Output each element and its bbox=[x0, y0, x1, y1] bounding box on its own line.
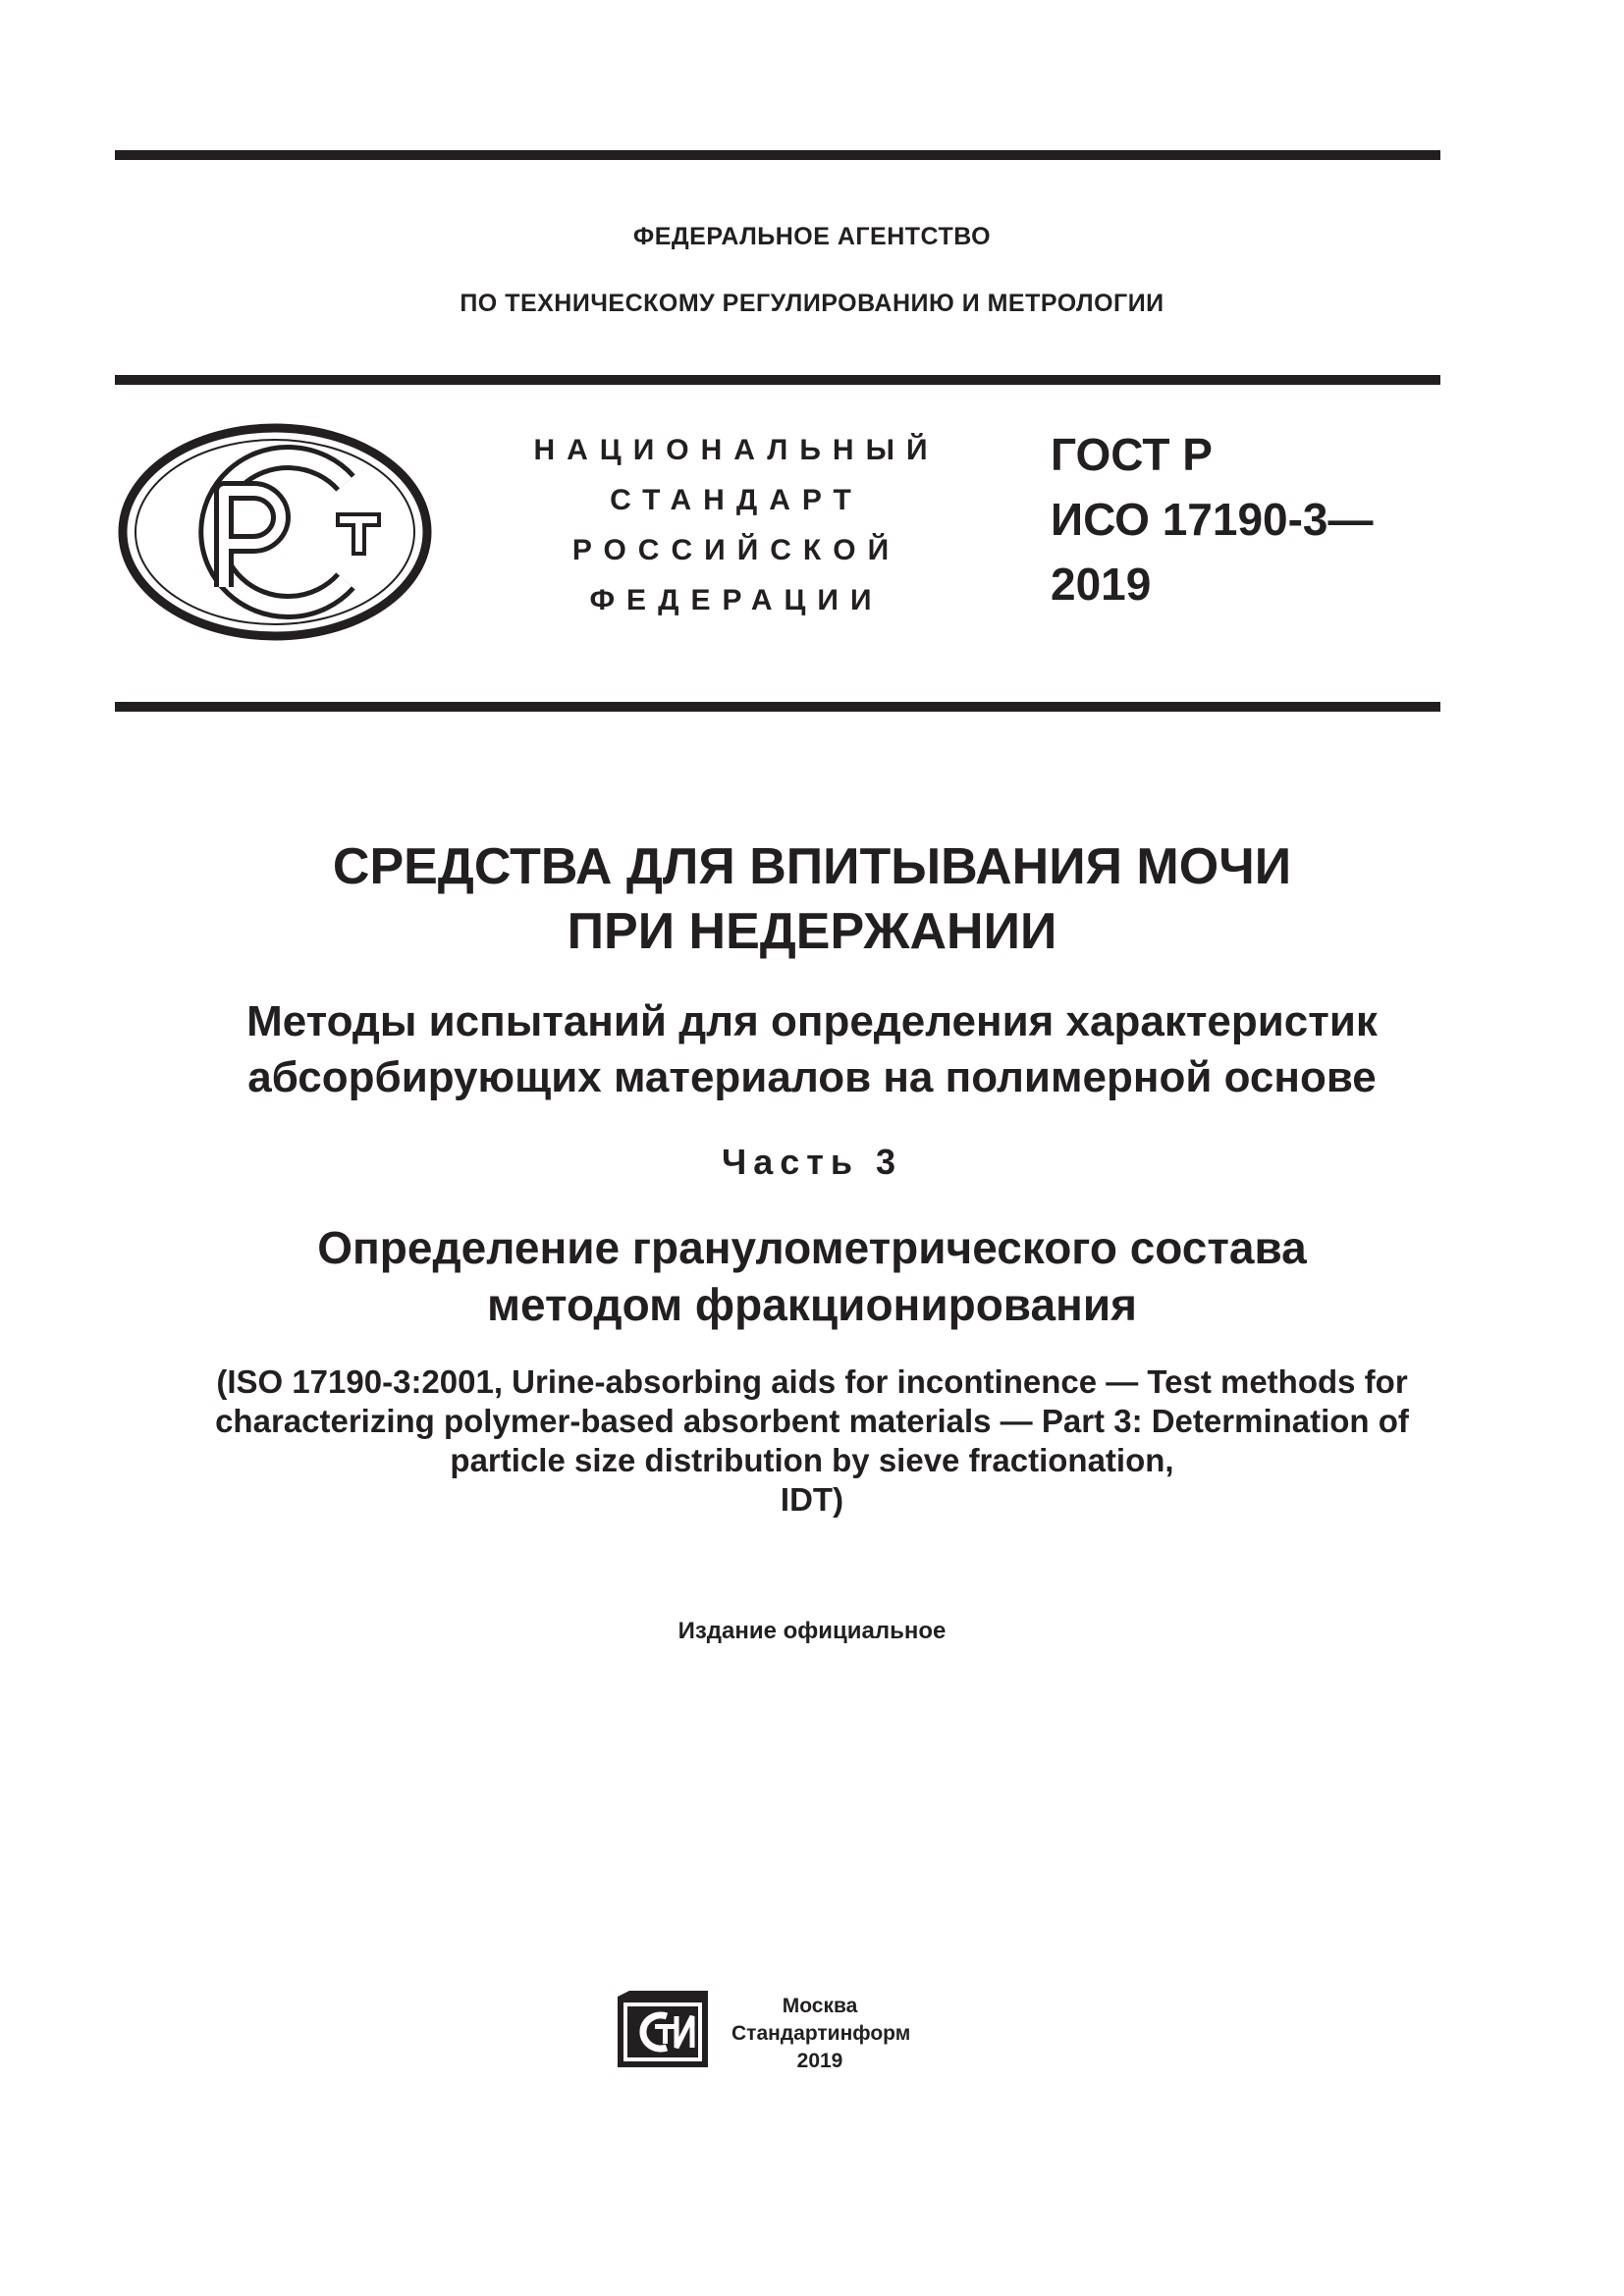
national-line-4: ФЕДЕРАЦИИ bbox=[589, 584, 884, 616]
document-title bbox=[0, 834, 1624, 964]
header-rule-top bbox=[115, 375, 1440, 385]
rst-certification-logo-icon bbox=[118, 422, 432, 643]
national-standard-label bbox=[511, 425, 962, 625]
part-title bbox=[0, 1219, 1624, 1333]
part-number: Часть 3 bbox=[721, 1142, 903, 1182]
gost-line-3: 2019 bbox=[1051, 559, 1152, 610]
national-line-1: НАЦИОНАЛЬНЫЙ bbox=[533, 434, 940, 466]
iso-line-2: characterizing polymer-based absorbent materials — Part 3: Determination of bbox=[215, 1403, 1409, 1439]
agency-line-1: ФЕДЕРАЛЬНОЕ АГЕНТСТВО bbox=[632, 223, 992, 250]
header-rule-bottom bbox=[115, 702, 1440, 712]
national-line-2: СТАНДАРТ bbox=[610, 484, 863, 516]
part-title-line-1: Определение гранулометрического состава bbox=[317, 1222, 1307, 1273]
iso-line-4: IDT) bbox=[780, 1481, 844, 1518]
publisher-name: Стандартинформ bbox=[731, 2022, 911, 2045]
agency-line-2: ПО ТЕХНИЧЕСКОМУ РЕГУЛИРОВАНИЮ И МЕТРОЛОГИИ bbox=[460, 290, 1164, 317]
part-title-line-2: методом фракционирования bbox=[487, 1279, 1137, 1330]
standard-number bbox=[1051, 422, 1374, 616]
edition-label: Издание официальное bbox=[677, 1618, 947, 1644]
document-subtitle bbox=[0, 993, 1624, 1105]
standartinform-logo-icon bbox=[616, 1991, 710, 2069]
title-line-1: СРЕДСТВА ДЛЯ ВПИТЫВАНИЯ МОЧИ bbox=[332, 838, 1292, 895]
national-line-3: РОССИЙСКОЙ bbox=[571, 534, 901, 566]
publisher-year: 2019 bbox=[796, 2050, 843, 2072]
gost-line-2: ИСО 17190-3— bbox=[1051, 494, 1374, 545]
publisher-info bbox=[731, 1993, 911, 2075]
iso-line-3: particle size distribution by sieve fractionation, bbox=[450, 1442, 1174, 1478]
iso-line-1: (ISO 17190-3:2001, Urine-absorbing aids for incontinence — Test methods for bbox=[216, 1363, 1408, 1400]
iso-reference bbox=[0, 1362, 1624, 1520]
top-rule bbox=[115, 150, 1440, 160]
title-line-2: ПРИ НЕДЕРЖАНИИ bbox=[567, 903, 1057, 960]
subtitle-line-1: Методы испытаний для определения характеристик bbox=[246, 997, 1378, 1045]
subtitle-line-2: абсорбирующих материалов на полимерной основе bbox=[247, 1053, 1377, 1101]
gost-line-1: ГОСТ Р bbox=[1051, 429, 1213, 480]
publisher-city: Москва bbox=[782, 1995, 858, 2017]
